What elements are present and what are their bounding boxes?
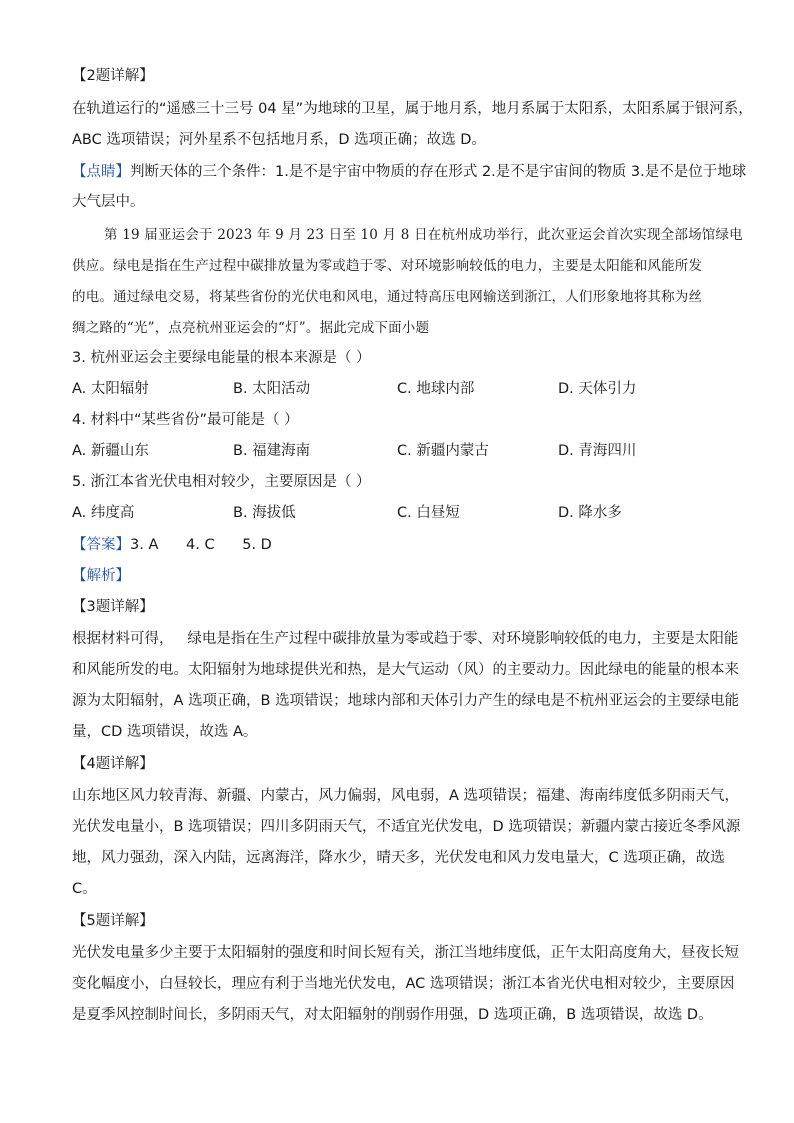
option-d: D. 降水多: [558, 505, 622, 521]
answer-label: 【答案】: [72, 537, 130, 553]
material-text: 绸之路的“光”，点亮杭州亚运会的“灯”。据此完成下面小题: [72, 320, 430, 336]
material-text: 供应。绿电是指在生产过程中碳排放量为零或趋于零、对环境影响较低的电力，主要是太阳能和风能所发: [72, 258, 703, 274]
q3-heading: 【3题详解】: [72, 599, 154, 615]
option-a: A. 新疆山东: [72, 443, 149, 459]
question-stem: 3. 杭州亚运会主要绿电能量的根本来源是（ ）: [72, 350, 371, 366]
option-d: D. 青海四川: [558, 443, 637, 459]
option-c: C. 白昼短: [397, 505, 460, 521]
q4-text: C。: [72, 881, 97, 897]
q4-text: 光伏发电量小，B 选项错误；四川多阴雨天气，不适宜光伏发电，D 选项错误；新疆内蒙古接近冬季风源: [72, 819, 741, 835]
option-c: C. 新疆内蒙古: [397, 443, 489, 459]
material-text: 的电。通过绿电交易，将某些省份的光伏电和风电，通过特高压电网输送到浙江，人们形象地将其称为丝: [72, 289, 703, 305]
question-stem: 5. 浙江本省光伏电相对较少，主要原因是（ ）: [72, 474, 371, 490]
option-a: A. 纬度高: [72, 505, 135, 521]
tip-text: 判断天体的三个条件：1.是不是宇宙中物质的存在形式 2.是不是宇宙间的物质 3.是不是位于地球: [130, 164, 747, 180]
tip-line: [72, 162, 747, 182]
option-b: B. 海拔低: [233, 505, 296, 521]
q3-text: 量，CD 选项错误，故选 A。: [72, 724, 258, 740]
q4-heading: 【4题详解】: [72, 756, 154, 772]
q5-text: 光伏发电量多少主要于太阳辐射的强度和时间长短有关，浙江当地纬度低，正午太阳高度角大，昼夜长短: [72, 945, 739, 961]
material-text: 第 19 届亚运会于 2023 年 9 月 23 日至 10 月 8 日在杭州成功举行，此次亚运会首次实现全部场馆绿电: [104, 227, 743, 243]
answer-text: 3. A 4. C 5. D: [130, 537, 272, 553]
tip-label: 【点睛】: [72, 164, 130, 180]
tip-text: 大气层中。: [72, 194, 145, 210]
q4-text: 山东地区风力较青海、新疆、内蒙古，风力偏弱，风电弱，A 选项错误；福建、海南纬度低多阴雨天气，: [72, 788, 740, 804]
q2-text: ABC 选项错误；河外星系不包括地月系，D 选项正确；故选 D。: [72, 132, 486, 148]
analysis-label: 【解析】: [72, 568, 130, 584]
q2-text: 在轨道运行的“遥感三十三号 04 星”为地球的卫星，属于地月系，地月系属于太阳系，太阳系属于银河系，: [72, 101, 753, 117]
q3-text: 和风能所发的电。太阳辐射为地球提供光和热，是大气运动（风）的主要动力。因此绿电的能量的根本来: [72, 662, 739, 678]
question-stem: 4. 材料中“某些省份”最可能是（ ）: [72, 412, 299, 428]
q5-text: 是夏季风控制时间长，多阴雨天气，对太阳辐射的削弱作用强，D 选项正确，B 选项错误，故选 D。: [72, 1007, 713, 1023]
option-b: B. 太阳活动: [233, 381, 311, 397]
answer-line: [72, 535, 732, 555]
q5-heading: 【5题详解】: [72, 913, 154, 929]
option-c: C. 地球内部: [397, 381, 475, 397]
q3-text: 源为太阳辐射，A 选项正确，B 选项错误；地球内部和天体引力产生的绿电是不杭州亚运会的主要绿电能: [72, 693, 740, 709]
option-a: A. 太阳辐射: [72, 381, 149, 397]
option-b: B. 福建海南: [233, 443, 311, 459]
option-d: D. 天体引力: [558, 381, 637, 397]
q5-text: 变化幅度小，白昼较长，理应有利于当地光伏发电，AC 选项错误；浙江本省光伏电相对较少，主要原因: [72, 976, 735, 992]
q2-heading: 【2题详解】: [72, 68, 154, 84]
q3-text: 根据材料可得， 绿电是指在生产过程中碳排放量为零或趋于零、对环境影响较低的电力，主要是太阳能: [72, 631, 739, 647]
q4-text: 地，风力强劲，深入内陆，远离海洋，降水少，晴天多，光伏发电和风力发电量大，C 选项正确，故选: [72, 850, 725, 866]
